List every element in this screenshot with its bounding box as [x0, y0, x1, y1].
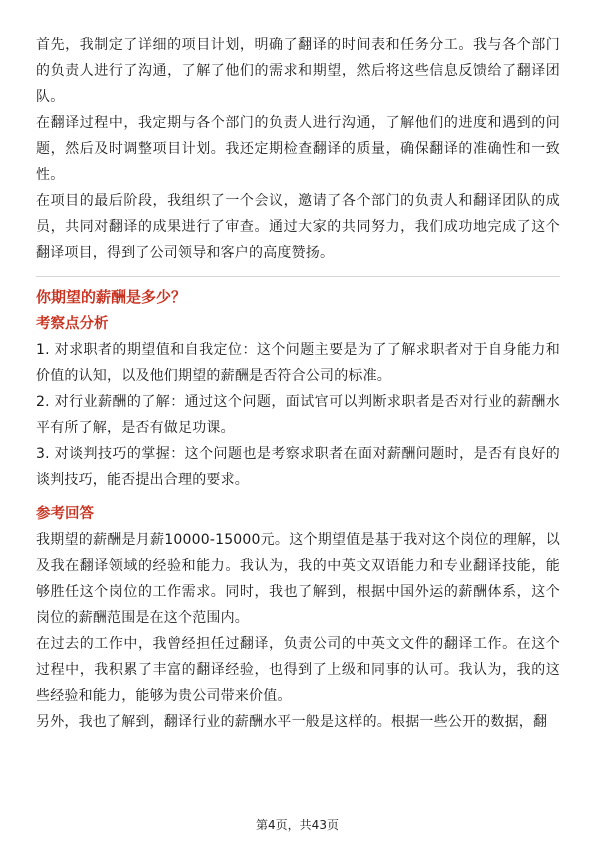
intro-paragraph: 首先，我制定了详细的项目计划，明确了翻译的时间表和任务分工。我与各个部门的负责人进行了沟通，了解了他们的需求和期望，然后将这些信息反馈给了翻译团队。 [36, 37, 560, 105]
question-title: 你期望的薪酬是多少？ [36, 288, 187, 306]
analysis-list [36, 337, 560, 493]
analysis-point: 3. 对谈判技巧的掌握：这个问题也是考察求职者在面对薪酬问题时，是否有良好的谈判技巧，能否提出合理的要求。 [36, 446, 560, 488]
answer-heading: 参考回答 [36, 506, 94, 522]
spacer [36, 493, 560, 501]
answer-paragraph: 我期望的薪酬是月薪10000-15000元。这个期望值是基于我对这个岗位的理解，以及我在翻译领域的经验和能力。我认为，我的中英文双语能力和专业翻译技能，能够胜任这个岗位的工作需求。同时，我也了解到，根据中国外运的薪酬体系，这个岗位的薪酬范围是在这个范围内。 [36, 532, 560, 626]
page-number: 第4页，共43页 [256, 818, 339, 832]
answer-body [36, 527, 560, 735]
answer-paragraph: 另外，我也了解到，翻译行业的薪酬水平一般是这样的。根据一些公开的数据，翻 [36, 714, 548, 730]
intro-section [36, 32, 560, 266]
answer-paragraph: 在过去的工作中，我曾经担任过翻译，负责公司的中英文文件的翻译工作。在这个过程中，我积累了丰富的翻译经验，也得到了上级和同事的认可。我认为，我的这些经验和能力，能够为贵公司带来价值。 [36, 636, 560, 704]
analysis-point: 1. 对求职者的期望值和自我定位：这个问题主要是为了了解求职者对于自身能力和价值的认知，以及他们期望的薪酬是否符合公司的标准。 [36, 342, 560, 384]
intro-paragraph: 在翻译过程中，我定期与各个部门的负责人进行沟通，了解他们的进度和遇到的问题，然后及时调整项目计划。我还定期检查翻译的质量，确保翻译的准确性和一致性。 [36, 115, 560, 183]
intro-paragraph: 在项目的最后阶段，我组织了一个会议，邀请了各个部门的负责人和翻译团队的成员，共同对翻译的成果进行了审查。通过大家的共同努力，我们成功地完成了这个翻译项目，得到了公司领导和客户的高度赞扬。 [36, 193, 560, 261]
analysis-heading: 考察点分析 [36, 316, 109, 332]
document-page [36, 32, 560, 735]
analysis-point: 2. 对行业薪酬的了解：通过这个问题，面试官可以判断求职者是否对行业的薪酬水平有所了解，是否有做足功课。 [36, 394, 560, 436]
section-divider [36, 276, 560, 277]
